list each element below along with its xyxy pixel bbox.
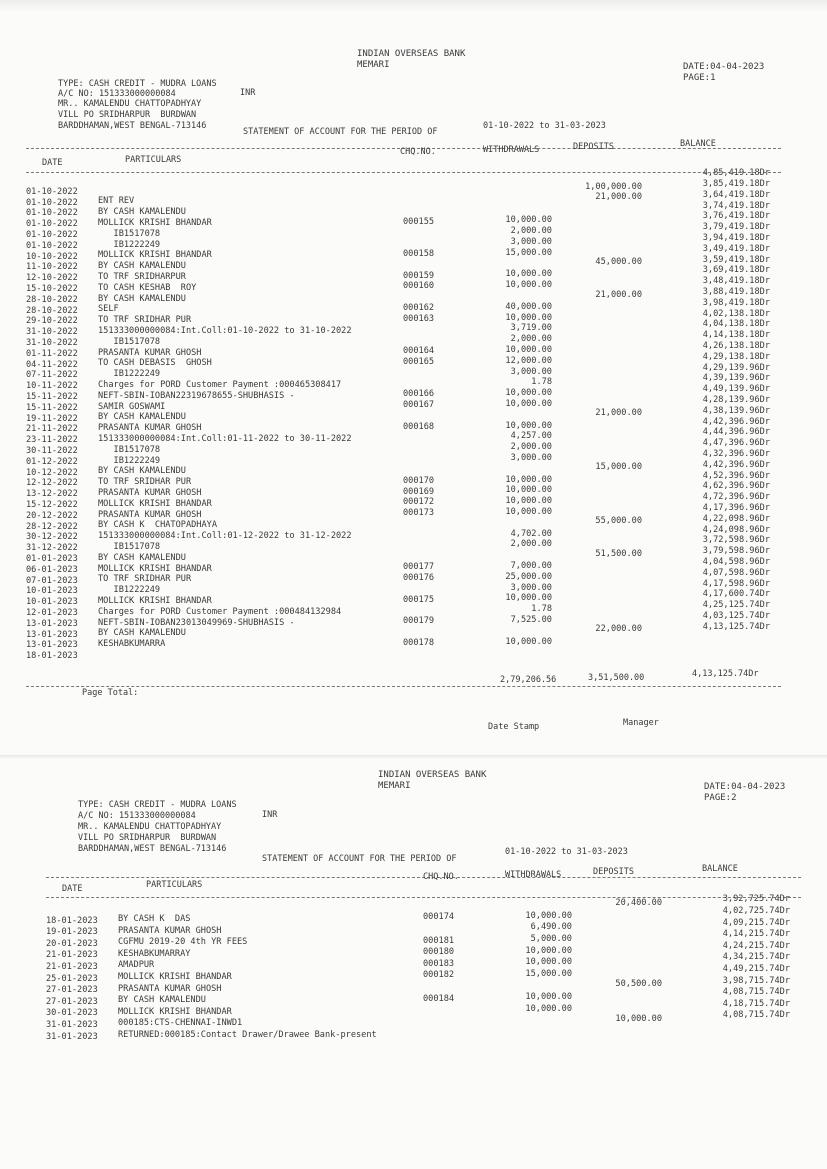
row-balance: 4,14,215.74Dr bbox=[722, 929, 790, 940]
row-particulars: BY CASH KAMALENDU bbox=[98, 293, 186, 304]
row-withdrawal: 2,000.00 bbox=[510, 334, 552, 345]
row-deposit: 21,000.00 bbox=[595, 289, 642, 300]
row-date: 28-12-2022 bbox=[26, 521, 78, 532]
row-date: 01-10-2022 bbox=[26, 219, 78, 230]
row-date: 04-11-2022 bbox=[26, 359, 78, 370]
branch-name: MEMARI bbox=[357, 60, 390, 70]
statement-date: DATE:04-04-2023 bbox=[683, 62, 765, 72]
address-line-1: VILL PO SRIDHARPUR BURDWAN bbox=[78, 833, 217, 843]
row-cheque-no: 000182 bbox=[423, 970, 455, 981]
row-cheque-no: 000178 bbox=[403, 637, 435, 648]
row-balance: 3,79,419.18Dr bbox=[702, 222, 770, 233]
account-holder: MR.. KAMALENDU CHATTOPADHYAY bbox=[58, 99, 202, 109]
row-balance: 3,88,419.18Dr bbox=[702, 287, 770, 297]
row-particulars: BY CASH KAMALENDU bbox=[98, 552, 186, 563]
row-balance: 4,72,396.96Dr bbox=[702, 492, 770, 503]
row-particulars: ENT REV bbox=[98, 196, 135, 207]
row-cheque-no: 000164 bbox=[403, 346, 435, 357]
row-date: 18-01-2023 bbox=[26, 651, 78, 662]
row-balance: 4,39,139.96Dr bbox=[702, 373, 770, 384]
row-particulars: AMADPUR bbox=[118, 960, 155, 971]
row-balance: 4,13,125.74Dr bbox=[702, 621, 770, 632]
row-cheque-no: 000155 bbox=[403, 216, 435, 227]
row-withdrawal: 2,000.00 bbox=[510, 226, 552, 237]
row-withdrawal: 15,000.00 bbox=[505, 247, 552, 258]
page-total-withdrawals: 2,79,206.56 bbox=[500, 675, 557, 685]
row-balance: 4,02,725.74Dr bbox=[722, 906, 790, 916]
row-date: 07-01-2023 bbox=[26, 575, 78, 586]
row-balance: 4,52,396.96Dr bbox=[702, 470, 770, 481]
row-withdrawal: 10,000.00 bbox=[505, 636, 552, 647]
row-cheque-no: 000173 bbox=[403, 508, 435, 519]
row-balance: 4,02,138.18Dr bbox=[702, 308, 770, 319]
total-rule bbox=[26, 686, 781, 687]
bank-name: INDIAN OVERSEAS BANK bbox=[357, 49, 466, 59]
row-balance: 4,85,419.18Dr bbox=[702, 168, 770, 179]
col-balance: BALANCE bbox=[702, 864, 738, 874]
row-date: 31-12-2022 bbox=[26, 543, 78, 554]
row-date: 29-10-2022 bbox=[26, 316, 78, 327]
row-date: 20-01-2023 bbox=[46, 938, 98, 949]
row-date: 10-12-2022 bbox=[26, 467, 78, 478]
row-date: 19-11-2022 bbox=[26, 413, 78, 424]
row-particulars: IB1517078 bbox=[98, 444, 161, 455]
row-withdrawal: 2,000.00 bbox=[510, 442, 552, 453]
row-particulars: SAMIR GOSWAMI bbox=[98, 401, 166, 412]
row-balance: 4,17,598.96Dr bbox=[702, 578, 770, 589]
row-cheque-no: 000176 bbox=[403, 573, 435, 583]
row-cheque-no: 000172 bbox=[403, 497, 435, 508]
row-cheque-no: 000170 bbox=[403, 475, 435, 486]
row-withdrawal: 1.78 bbox=[531, 377, 552, 388]
row-particulars: MOLLICK KRISHI BHANDAR bbox=[98, 563, 212, 574]
statement-page-2 bbox=[0, 760, 827, 1169]
address-line-1: VILL PO SRIDHARPUR BURDWAN bbox=[58, 110, 197, 120]
row-date: 07-11-2022 bbox=[26, 370, 78, 381]
row-cheque-no: 000184 bbox=[423, 993, 455, 1004]
row-particulars: BY CASH KAMALENDU bbox=[98, 261, 186, 272]
row-date: 27-01-2023 bbox=[46, 985, 98, 996]
row-cheque-no: 000168 bbox=[403, 421, 435, 432]
account-number: A/C NO: 151333000000084 bbox=[78, 811, 196, 821]
row-particulars: KESHABKUMARRA bbox=[98, 639, 166, 650]
page-total-label: Page Total: bbox=[82, 688, 139, 698]
row-date: 06-01-2023 bbox=[26, 564, 78, 575]
row-date: 12-10-2022 bbox=[26, 273, 78, 284]
row-particulars: BY CASH KAMALENDU bbox=[98, 207, 186, 218]
row-particulars: IB1222249 bbox=[98, 239, 161, 250]
row-withdrawal: 10,000.00 bbox=[505, 506, 552, 517]
row-particulars: SELF bbox=[98, 304, 119, 315]
row-deposit: 55,000.00 bbox=[595, 516, 642, 527]
row-date: 01-12-2022 bbox=[26, 456, 78, 467]
row-withdrawal: 7,525.00 bbox=[510, 614, 552, 625]
row-particulars: NEFT-SBIN-IOBAN22319678655-SHUBHASIS - bbox=[98, 390, 295, 401]
row-particulars: IB1222249 bbox=[98, 455, 161, 466]
row-balance: 4,03,125.74Dr bbox=[702, 611, 770, 621]
row-balance: 3,98,715.74Dr bbox=[722, 975, 790, 986]
row-withdrawal: 12,000.00 bbox=[505, 355, 552, 366]
row-balance: 4,24,215.74Dr bbox=[722, 940, 790, 951]
row-withdrawal: 4,702.00 bbox=[510, 528, 552, 539]
row-balance: 4,08,715.74Dr bbox=[722, 987, 790, 998]
row-withdrawal: 3,000.00 bbox=[510, 452, 552, 463]
date-stamp-label: Date Stamp bbox=[488, 722, 540, 732]
row-balance: 4,04,138.18Dr bbox=[702, 319, 770, 330]
row-balance: 3,74,419.18Dr bbox=[702, 200, 770, 211]
row-particulars: PRASANTA KUMAR GHOSH bbox=[118, 983, 222, 994]
row-date: 10-10-2022 bbox=[26, 251, 78, 262]
row-balance: 4,44,396.96Dr bbox=[702, 427, 770, 438]
row-withdrawal: 10,000.00 bbox=[525, 1003, 572, 1014]
row-balance: 3,76,419.18Dr bbox=[702, 211, 770, 222]
row-cheque-no: 000180 bbox=[423, 947, 455, 958]
row-deposit: 51,500.00 bbox=[595, 548, 642, 559]
row-date: 01-10-2022 bbox=[26, 208, 78, 219]
row-cheque-no: 000158 bbox=[403, 249, 435, 259]
branch-name: MEMARI bbox=[378, 781, 411, 791]
row-date: 11-10-2022 bbox=[26, 262, 78, 273]
currency: INR bbox=[240, 88, 256, 98]
row-date: 15-10-2022 bbox=[26, 284, 78, 294]
row-withdrawal: 1.78 bbox=[531, 604, 552, 615]
address-line-2: BARDDHAMAN,WEST BENGAL-713146 bbox=[58, 121, 207, 131]
table-row bbox=[20, 1032, 827, 1043]
col-deposits: DEPOSITS bbox=[593, 867, 634, 877]
page-separator bbox=[0, 755, 827, 759]
row-balance: 3,79,598.96Dr bbox=[702, 546, 770, 557]
row-balance: 4,62,396.96Dr bbox=[702, 481, 770, 492]
row-cheque-no: 000167 bbox=[403, 400, 435, 411]
row-date: 30-11-2022 bbox=[26, 446, 78, 456]
row-date: 30-01-2023 bbox=[46, 1008, 98, 1019]
account-number: A/C NO: 151333000000084 bbox=[58, 89, 176, 99]
row-cheque-no: 000183 bbox=[423, 958, 455, 969]
row-particulars: IB1517078 bbox=[98, 336, 161, 347]
row-date: 21-01-2023 bbox=[46, 962, 98, 972]
row-date: 12-01-2023 bbox=[26, 608, 78, 618]
row-withdrawal: 5,000.00 bbox=[530, 934, 572, 944]
row-withdrawal: 10,000.00 bbox=[505, 420, 552, 431]
row-deposit: 21,000.00 bbox=[595, 408, 642, 419]
row-balance: 4,29,138.18Dr bbox=[702, 351, 770, 362]
row-withdrawal: 10,000.00 bbox=[505, 496, 552, 507]
row-particulars: MOLLICK KRISHI BHANDAR bbox=[118, 972, 232, 982]
row-balance: 3,92,725.74Dr bbox=[722, 894, 790, 905]
row-particulars: CGFMU 2019-20 4th YR FEES bbox=[118, 937, 248, 948]
row-particulars: 151333000000084:Int.Coll:01-12-2022 to 31-12-2022 bbox=[98, 531, 352, 542]
row-withdrawal: 6,490.00 bbox=[530, 922, 572, 933]
statement-period: 01-10-2022 to 31-03-2023 bbox=[505, 847, 628, 857]
row-particulars: IB1517078 bbox=[98, 541, 161, 552]
row-cheque-no: 000179 bbox=[403, 616, 435, 627]
row-cheque-no: 000181 bbox=[423, 935, 455, 946]
row-withdrawal: 4,257.00 bbox=[510, 431, 552, 442]
row-withdrawal: 40,000.00 bbox=[505, 301, 552, 312]
row-balance: 4,49,139.96Dr bbox=[702, 384, 770, 395]
row-date: 13-01-2023 bbox=[26, 629, 78, 640]
row-particulars: Charges for PORD Customer Payment :000484132984 bbox=[98, 606, 342, 617]
row-date: 25-01-2023 bbox=[46, 973, 98, 984]
row-deposit: 15,000.00 bbox=[595, 462, 642, 473]
row-cheque-no: 000169 bbox=[403, 486, 435, 497]
col-date: DATE bbox=[42, 158, 63, 168]
row-balance: 4,29,139.96Dr bbox=[702, 362, 770, 373]
row-particulars: IB1222249 bbox=[98, 369, 161, 380]
row-balance: 4,25,125.74Dr bbox=[702, 600, 770, 611]
row-particulars: TO TRF SRIDHAR PUR bbox=[98, 574, 192, 585]
row-date: 18-01-2023 bbox=[46, 915, 98, 926]
row-date: 12-12-2022 bbox=[26, 478, 78, 489]
row-date: 21-01-2023 bbox=[46, 950, 98, 961]
page-number: PAGE:2 bbox=[704, 793, 737, 803]
manager-label: Manager bbox=[623, 718, 659, 728]
row-cheque-no: 000163 bbox=[403, 313, 435, 324]
row-date: 10-01-2023 bbox=[26, 597, 78, 608]
row-date: 30-12-2022 bbox=[26, 532, 78, 543]
row-balance: 4,38,139.96Dr bbox=[702, 405, 770, 416]
row-balance: 4,32,396.96Dr bbox=[702, 449, 770, 459]
col-date: DATE bbox=[62, 884, 83, 894]
row-balance: 4,14,138.18Dr bbox=[702, 330, 770, 341]
row-particulars: TO CASH KESHAB ROY bbox=[98, 282, 197, 293]
row-balance: 4,22,098.96Dr bbox=[702, 513, 770, 524]
row-particulars: BY CASH KAMALENDU bbox=[98, 412, 186, 423]
row-cheque-no: 000162 bbox=[403, 303, 435, 313]
page-total-deposits: 3,51,500.00 bbox=[588, 673, 645, 683]
row-date: 01-10-2022 bbox=[26, 230, 78, 240]
col-particulars: PARTICULARS bbox=[125, 155, 182, 165]
row-particulars: Charges for PORD Customer Payment :000465308417 bbox=[98, 379, 342, 390]
row-balance: 3,64,419.18Dr bbox=[702, 189, 770, 200]
row-particulars: BY CASH KAMALENDU bbox=[98, 628, 186, 639]
row-balance: 4,26,138.18Dr bbox=[702, 341, 770, 351]
row-cheque-no: 000175 bbox=[403, 594, 435, 605]
row-balance: 4,28,139.96Dr bbox=[702, 395, 770, 405]
row-balance: 3,72,598.96Dr bbox=[702, 535, 770, 546]
row-withdrawal: 10,000.00 bbox=[505, 344, 552, 355]
row-withdrawal: 10,000.00 bbox=[505, 474, 552, 485]
row-particulars: 151333000000084:Int.Coll:01-11-2022 to 30-11-2022 bbox=[98, 433, 352, 444]
row-balance: 3,94,419.18Dr bbox=[702, 233, 770, 243]
row-withdrawal: 10,000.00 bbox=[505, 485, 552, 496]
row-particulars: BY CASH KAMALENDU bbox=[98, 466, 186, 477]
row-balance: 3,59,419.18Dr bbox=[702, 254, 770, 265]
row-particulars: TO TRF SRIDHAR PUR bbox=[98, 477, 192, 488]
row-balance: 4,17,600.74Dr bbox=[702, 589, 770, 600]
row-particulars: PRASANTA KUMAR GHOSH bbox=[98, 423, 202, 434]
row-particulars: MOLLICK KRISHI BHANDAR bbox=[98, 250, 212, 261]
account-type: TYPE: CASH CREDIT - MUDRA LOANS bbox=[78, 800, 237, 810]
row-balance: 4,42,396.96Dr bbox=[702, 459, 770, 470]
row-withdrawal: 10,000.00 bbox=[525, 945, 572, 956]
row-withdrawal: 25,000.00 bbox=[505, 571, 552, 582]
row-withdrawal: 10,000.00 bbox=[505, 280, 552, 291]
bank-name: INDIAN OVERSEAS BANK bbox=[378, 770, 487, 780]
row-withdrawal: 2,000.00 bbox=[510, 539, 552, 550]
row-cheque-no: 000166 bbox=[403, 389, 435, 400]
row-withdrawal: 10,000.00 bbox=[525, 910, 572, 921]
col-particulars: PARTICULARS bbox=[146, 880, 203, 890]
row-date: 15-11-2022 bbox=[26, 392, 78, 402]
row-date: 31-01-2023 bbox=[46, 1031, 98, 1042]
row-withdrawal: 10,000.00 bbox=[505, 269, 552, 280]
col-deposits: DEPOSITS bbox=[573, 142, 614, 152]
row-particulars: 000185:CTS-CHENNAI-INWD1 bbox=[118, 1018, 243, 1029]
page-number: PAGE:1 bbox=[683, 73, 716, 83]
row-balance: 4,17,396.96Dr bbox=[702, 503, 770, 513]
row-date: 28-10-2022 bbox=[26, 294, 78, 305]
address-line-2: BARDDHAMAN,WEST BENGAL-713146 bbox=[78, 844, 227, 854]
col-withdrawals: WITHDRAWALS bbox=[505, 870, 562, 880]
row-date: 01-01-2023 bbox=[26, 554, 78, 564]
row-particulars: MOLLICK KRISHI BHANDAR bbox=[98, 595, 212, 606]
col-balance: BALANCE bbox=[680, 139, 716, 149]
row-balance: 3,48,419.18Dr bbox=[702, 276, 770, 287]
row-cheque-no: 000165 bbox=[403, 357, 435, 367]
statement-period: 01-10-2022 to 31-03-2023 bbox=[483, 121, 606, 131]
row-particulars: TO TRF SRIDHAR PUR bbox=[98, 315, 192, 326]
row-balance: 3,85,419.18Dr bbox=[702, 179, 770, 189]
row-date: 31-10-2022 bbox=[26, 327, 78, 338]
statement-title: STATEMENT OF ACCOUNT FOR THE PERIOD OF bbox=[262, 854, 457, 864]
row-date: 23-11-2022 bbox=[26, 435, 78, 446]
statement-title: STATEMENT OF ACCOUNT FOR THE PERIOD OF bbox=[243, 127, 438, 137]
row-withdrawal: 10,000.00 bbox=[525, 992, 572, 1002]
row-date: 31-10-2022 bbox=[26, 338, 78, 348]
row-particulars: PRASANTA KUMAR GHOSH bbox=[98, 347, 202, 358]
row-withdrawal: 3,000.00 bbox=[510, 236, 552, 247]
row-deposit: 21,000.00 bbox=[595, 192, 642, 203]
row-date: 01-10-2022 bbox=[26, 240, 78, 251]
row-withdrawal: 3,000.00 bbox=[510, 366, 552, 377]
row-particulars: TO TRF SRIDHARPUR bbox=[98, 271, 186, 282]
row-balance: 3,98,419.18Dr bbox=[702, 297, 770, 308]
table-row bbox=[0, 636, 827, 651]
row-particulars: 151333000000084:Int.Coll:01-10-2022 to 31-10-2022 bbox=[98, 325, 352, 336]
row-particulars: TO CASH DEBASIS GHOSH bbox=[98, 358, 212, 369]
account-type: TYPE: CASH CREDIT - MUDRA LOANS bbox=[58, 79, 217, 89]
row-withdrawal: 10,000.00 bbox=[505, 388, 552, 399]
row-balance: 4,24,098.96Dr bbox=[702, 524, 770, 535]
row-date: 15-11-2022 bbox=[26, 402, 78, 413]
row-balance: 3,69,419.18Dr bbox=[702, 265, 770, 276]
row-date: 13-12-2022 bbox=[26, 489, 78, 500]
row-date: 28-10-2022 bbox=[26, 305, 78, 316]
row-withdrawal: 10,000.00 bbox=[505, 215, 552, 226]
row-withdrawal: 7,000.00 bbox=[510, 560, 552, 571]
row-date: 10-01-2023 bbox=[26, 586, 78, 597]
row-date: 27-01-2023 bbox=[46, 996, 98, 1007]
row-particulars: BY CASH K CHATOPADHAYA bbox=[98, 520, 217, 531]
row-withdrawal: 3,000.00 bbox=[510, 582, 552, 593]
row-particulars: PRASANTA KUMAR GHOSH bbox=[118, 925, 222, 936]
row-date: 15-12-2022 bbox=[26, 500, 78, 510]
col-chq: CHQ.NO. bbox=[423, 872, 459, 882]
row-date: 31-01-2023 bbox=[46, 1020, 98, 1030]
table-row bbox=[0, 651, 827, 662]
row-deposit: 10,000.00 bbox=[615, 1013, 662, 1024]
row-particulars: MOLLICK KRISHI BHANDAR bbox=[118, 1006, 232, 1017]
row-balance: 3,49,419.18Dr bbox=[702, 243, 770, 254]
row-particulars: NEFT-SBIN-IOBAN23013049969-SHUBHASIS - bbox=[98, 617, 295, 628]
row-date: 01-11-2022 bbox=[26, 348, 78, 359]
row-cheque-no: 000174 bbox=[423, 912, 455, 923]
row-cheque-no: 000159 bbox=[403, 270, 435, 281]
col-withdrawals: WITHDRAWALS bbox=[483, 145, 540, 155]
row-date: 01-10-2022 bbox=[26, 197, 78, 208]
row-date: 13-01-2023 bbox=[26, 618, 78, 629]
row-withdrawal: 10,000.00 bbox=[505, 398, 552, 409]
row-particulars: IB1517078 bbox=[98, 228, 161, 239]
row-particulars: BY CASH K DAS bbox=[118, 914, 191, 924]
row-deposit: 22,000.00 bbox=[595, 624, 642, 635]
row-balance: 4,47,396.96Dr bbox=[702, 438, 770, 449]
row-particulars: IB1222249 bbox=[98, 585, 161, 596]
row-particulars: MOLLICK KRISHI BHANDAR bbox=[98, 217, 212, 228]
row-deposit: 1,00,000.00 bbox=[585, 181, 642, 192]
row-date: 21-11-2022 bbox=[26, 424, 78, 435]
col-chq: CHQ.NO. bbox=[400, 147, 436, 157]
row-withdrawal: 3,719.00 bbox=[510, 323, 552, 334]
row-balance: 4,49,215.74Dr bbox=[722, 964, 790, 974]
row-balance: 4,09,215.74Dr bbox=[722, 917, 790, 928]
row-deposit: 20,400.00 bbox=[615, 897, 662, 908]
row-balance: 4,18,715.74Dr bbox=[722, 998, 790, 1009]
row-balance: 4,08,715.74Dr bbox=[722, 1010, 790, 1021]
row-balance: 4,42,396.96Dr bbox=[702, 416, 770, 427]
row-date: 13-01-2023 bbox=[26, 640, 78, 651]
row-particulars: KESHABKUMARRAY bbox=[118, 948, 191, 959]
row-particulars: RETURNED:000185:Contact Drawer/Drawee Bank-present bbox=[118, 1030, 377, 1040]
row-cheque-no: 000160 bbox=[403, 281, 435, 292]
row-withdrawal: 10,000.00 bbox=[505, 593, 552, 604]
row-balance: 4,04,598.96Dr bbox=[702, 557, 770, 567]
row-date: 10-11-2022 bbox=[26, 381, 78, 392]
row-withdrawal: 10,000.00 bbox=[505, 312, 552, 323]
row-balance: 4,07,598.96Dr bbox=[702, 567, 770, 578]
row-particulars: BY CASH KAMALENDU bbox=[118, 995, 206, 1006]
page-total-balance: 4,13,125.74Dr bbox=[692, 669, 759, 679]
statement-date: DATE:04-04-2023 bbox=[704, 782, 786, 792]
account-holder: MR.. KAMALENDU CHATTOPADHYAY bbox=[78, 822, 222, 832]
row-balance: 4,34,215.74Dr bbox=[722, 952, 790, 963]
row-withdrawal: 15,000.00 bbox=[525, 968, 572, 979]
row-particulars: MOLLICK KRISHI BHANDAR bbox=[98, 498, 212, 509]
row-particulars: PRASANTA KUMAR GHOSH bbox=[98, 509, 202, 520]
currency: INR bbox=[262, 810, 278, 820]
row-date: 19-01-2023 bbox=[46, 927, 98, 938]
row-particulars: PRASANTA KUMAR GHOSH bbox=[98, 487, 202, 498]
row-withdrawal: 10,000.00 bbox=[525, 957, 572, 968]
row-date: 01-10-2022 bbox=[26, 186, 78, 197]
row-date: 20-12-2022 bbox=[26, 510, 78, 521]
row-cheque-no: 000177 bbox=[403, 562, 435, 573]
row-deposit: 45,000.00 bbox=[595, 257, 642, 268]
row-deposit: 50,500.00 bbox=[615, 978, 662, 989]
